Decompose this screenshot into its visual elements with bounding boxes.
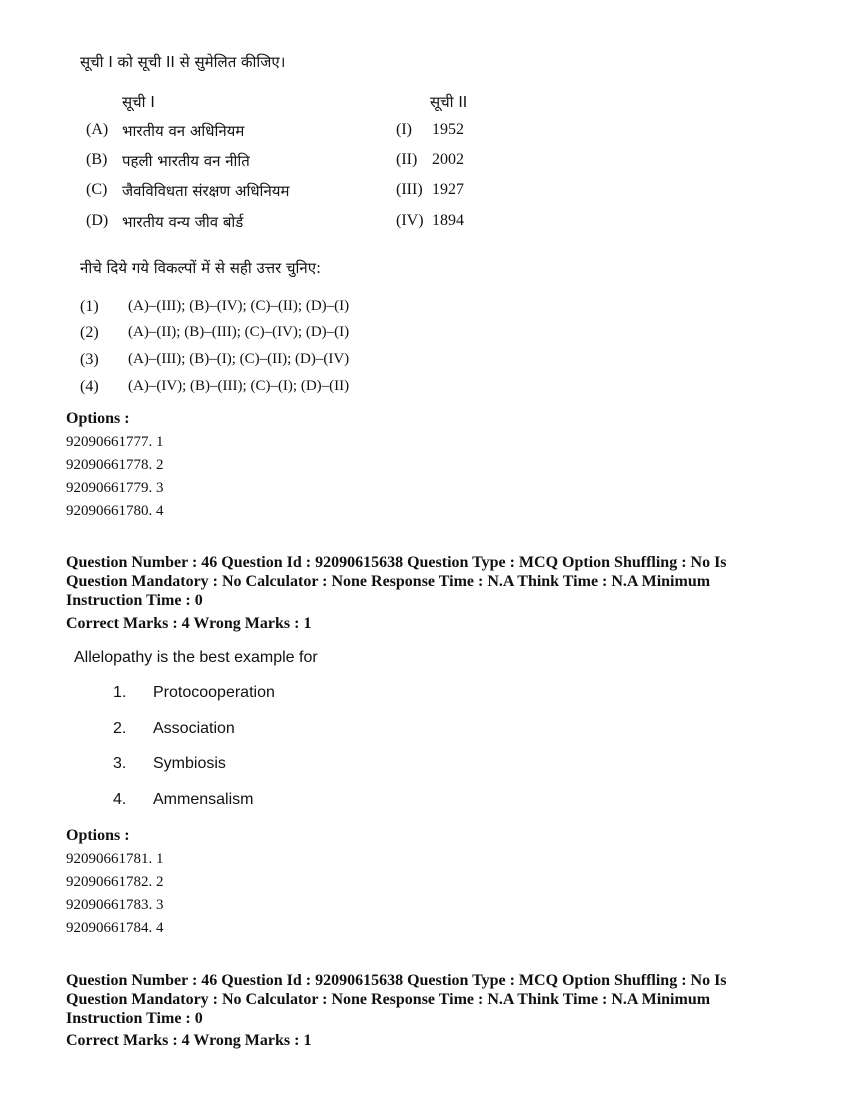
q2-question: Allelopathy is the best example for [74,649,318,666]
q2-marks: Correct Marks : 4 Wrong Marks : 1 [66,615,312,632]
row-a-label: (A) [86,121,109,138]
q2-option-2: 92090661782. 2 [66,874,164,890]
q2-choice-4-num: 4. [113,791,127,808]
choice-2-text: (A)–(II); (B)–(III); (C)–(IV); (D)–(I) [128,324,350,340]
row-iv-label: (IV) [396,212,424,229]
choose-prompt: नीचे दिये गये विकल्पों में से सही उत्तर चुनिए: [80,259,322,277]
q2-option-4: 92090661784. 4 [66,920,164,936]
q1-option-3: 92090661779. 3 [66,480,164,496]
q1-options-label: Options : [66,410,130,427]
q2-choice-1-num: 1. [113,684,127,701]
row-c-label: (C) [86,181,108,198]
row-ii-label: (II) [396,151,418,168]
row-d-label: (D) [86,212,109,229]
choice-3-num: (3) [80,351,99,368]
q1-option-2: 92090661778. 2 [66,457,164,473]
choice-1-text: (A)–(III); (B)–(IV); (C)–(II); (D)–(I) [128,298,350,314]
row-iii-label: (III) [396,181,423,198]
choice-1-num: (1) [80,298,99,315]
row-d-text: भारतीय वन्य जीव बोर्ड [122,213,244,231]
q2-option-3: 92090661783. 3 [66,897,164,913]
q3-meta-line1: Question Number : 46 Question Id : 92090615638 Question Type : MCQ Option Shuffling : No Is [66,972,727,989]
q1-option-1: 92090661777. 1 [66,434,164,450]
choice-4-text: (A)–(IV); (B)–(III); (C)–(I); (D)–(II) [128,378,350,394]
q1-option-4: 92090661780. 4 [66,503,164,519]
choice-2-num: (2) [80,324,99,341]
q2-meta-line1: Question Number : 46 Question Id : 92090615638 Question Type : MCQ Option Shuffling : No Is [66,554,727,571]
row-a-text: भारतीय वन अधिनियम [122,122,245,140]
q2-choice-2-text: Association [153,720,235,737]
list2-header: सूची II [430,93,468,111]
row-b-text: पहली भारतीय वन नीति [122,152,250,170]
list1-header: सूची I [122,93,155,111]
q3-meta-line3: Instruction Time : 0 [66,1010,203,1027]
q1-instruction: सूची I को सूची II से सुमेलित कीजिए। [80,53,286,71]
q3-meta-line2: Question Mandatory : No Calculator : None Response Time : N.A Think Time : N.A Minimum [66,991,711,1008]
choice-4-num: (4) [80,378,99,395]
q3-marks: Correct Marks : 4 Wrong Marks : 1 [66,1032,312,1049]
q2-choice-4-text: Ammensalism [153,791,254,808]
row-ii-text: 2002 [432,151,464,168]
choice-3-text: (A)–(III); (B)–(I); (C)–(II); (D)–(IV) [128,351,350,367]
q2-choice-1-text: Protocooperation [153,684,275,701]
row-i-label: (I) [396,121,412,138]
q2-meta-line3: Instruction Time : 0 [66,592,203,609]
q2-meta-line2: Question Mandatory : No Calculator : None Response Time : N.A Think Time : N.A Minimum [66,573,711,590]
row-b-label: (B) [86,151,108,168]
q2-choice-3-num: 3. [113,755,127,772]
q2-option-1: 92090661781. 1 [66,851,164,867]
row-c-text: जैवविविधता संरक्षण अधिनियम [122,182,290,200]
q2-choice-3-text: Symbiosis [153,755,226,772]
q2-options-label: Options : [66,827,130,844]
row-iv-text: 1894 [432,212,464,229]
row-i-text: 1952 [432,121,464,138]
q2-choice-2-num: 2. [113,720,127,737]
row-iii-text: 1927 [432,181,464,198]
